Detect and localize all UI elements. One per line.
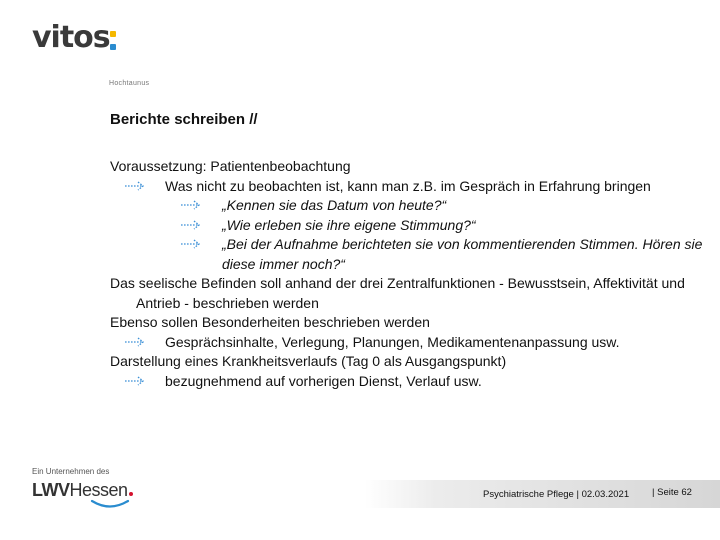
body-line-7: Ebenso sollen Besonderheiten beschrieben werden (110, 314, 430, 330)
body-line-5 (110, 235, 710, 274)
body-line-2 (110, 177, 710, 197)
body-line-10-text: bezugnehmend auf vorherigen Dienst, Verlauf usw. (165, 372, 482, 389)
dotted-arrow-icon (124, 375, 146, 387)
dotted-arrow-icon (180, 199, 202, 211)
body-line-6: Das seelische Befinden soll anhand der drei Zentralfunktionen - Bewusstsein, Affektivität und Antrieb - beschrieben werden (110, 275, 685, 311)
dotted-arrow-icon (124, 336, 146, 348)
org-intro-text: Ein Unternehmen des (32, 467, 110, 476)
body-line-8-text: Gesprächsinhalte, Verlegung, Planungen, Medikamentenanpassung usw. (165, 333, 620, 350)
body-line-8 (110, 333, 710, 353)
slide-title: Berichte schreiben // (110, 111, 258, 128)
dotted-arrow-icon (124, 180, 146, 192)
body-line-3-text: „Kennen sie das Datum von heute?“ (222, 197, 447, 213)
footer-caption: Psychiatrische Pflege | 02.03.2021 (483, 489, 630, 500)
body-line-2-text: Was nicht zu beobachten ist, kann man z.B. im Gespräch in Erfahrung bringen (165, 177, 651, 194)
vitos-logo-subtitle: Hochtaunus (109, 80, 150, 87)
body-line-9: Darstellung eines Krankheitsverlaufs (Tag 0 als Ausgangspunkt) (110, 353, 507, 369)
body-line-1: Voraussetzung: Patientenbeobachtung (110, 158, 351, 174)
lwv-red-dot-icon (129, 492, 133, 496)
lwv-logo-prefix: LWV (32, 480, 70, 500)
body-line-4-text: „Wie erleben sie ihre eigene Stimmung?“ (222, 216, 476, 233)
body-line-5-text: „Bei der Aufnahme berichteten sie von kommentierenden Stimmen. Hören sie diese immer noch?“ (222, 236, 703, 272)
yellow-dot-icon (110, 31, 116, 37)
body-line-3 (110, 196, 710, 216)
body-line-10 (110, 372, 710, 392)
lwv-swoosh-icon (90, 498, 130, 512)
dotted-arrow-icon (180, 219, 202, 231)
dotted-arrow-icon (180, 238, 202, 250)
vitos-logo-colon-icon (110, 31, 116, 51)
lwv-logo-suffix: Hessen (69, 480, 128, 500)
vitos-logo-wordmark: vitos (32, 20, 110, 55)
slide-body (110, 157, 710, 391)
body-line-4 (110, 216, 710, 236)
page-number: | Seite 62 (652, 487, 692, 498)
vitos-logo (32, 20, 162, 87)
blue-dot-icon (110, 44, 116, 50)
